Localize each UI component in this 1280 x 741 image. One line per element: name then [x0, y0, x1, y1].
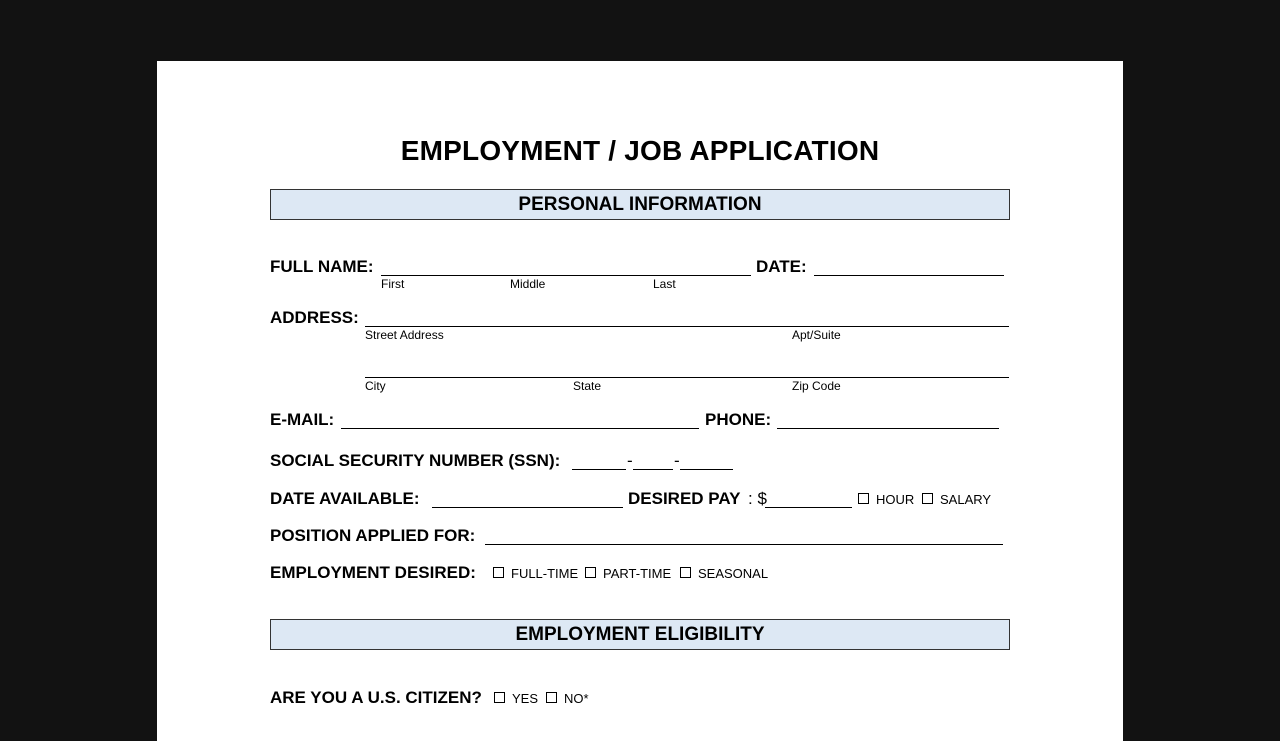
us-citizen-label: ARE YOU A U.S. CITIZEN?: [270, 688, 482, 707]
part-time-checkbox[interactable]: [585, 567, 596, 578]
ssn-field-part3[interactable]: [680, 469, 733, 470]
citizen-yes-checkbox[interactable]: [494, 692, 505, 703]
employment-desired-label: EMPLOYMENT DESIRED:: [270, 563, 476, 582]
hour-option-label: HOUR: [876, 492, 915, 507]
phone-label: PHONE:: [705, 410, 772, 429]
part-time-option-label: PART-TIME: [603, 566, 672, 581]
zip-code-caption: Zip Code: [792, 379, 841, 393]
application-form-page: [157, 61, 1123, 741]
desired-pay-currency: : $: [748, 489, 767, 508]
city-caption: City: [365, 379, 386, 393]
desired-pay-field[interactable]: [765, 507, 852, 508]
email-label: E-MAIL:: [270, 410, 335, 429]
desired-pay-label: DESIRED PAY: [628, 489, 741, 508]
ssn-label: SOCIAL SECURITY NUMBER (SSN):: [270, 451, 561, 470]
date-field[interactable]: [814, 275, 1004, 276]
page-title: EMPLOYMENT / JOB APPLICATION: [400, 135, 880, 166]
hour-checkbox[interactable]: [858, 493, 869, 504]
date-label: DATE:: [756, 257, 807, 276]
full-name-field[interactable]: [381, 275, 751, 276]
citizen-no-checkbox[interactable]: [546, 692, 557, 703]
citizen-no-label: NO*: [564, 691, 589, 706]
date-available-label: DATE AVAILABLE:: [270, 489, 420, 508]
date-available-field[interactable]: [432, 507, 623, 508]
apt-suite-caption: Apt/Suite: [792, 328, 841, 342]
city-state-zip-field[interactable]: [365, 377, 1009, 378]
full-time-checkbox[interactable]: [493, 567, 504, 578]
section-header-personal-information: PERSONAL INFORMATION: [270, 189, 1010, 220]
street-address-caption: Street Address: [365, 328, 444, 342]
full-time-option-label: FULL-TIME: [511, 566, 579, 581]
ssn-field-part2[interactable]: [633, 469, 673, 470]
citizen-yes-label: YES: [512, 691, 539, 706]
address-label: ADDRESS:: [270, 308, 359, 327]
salary-option-label: SALARY: [940, 492, 992, 507]
ssn-separator: -: [627, 451, 633, 470]
section-header-employment-eligibility: EMPLOYMENT ELIGIBILITY: [270, 619, 1010, 650]
email-field[interactable]: [341, 428, 699, 429]
seasonal-checkbox[interactable]: [680, 567, 691, 578]
name-middle-caption: Middle: [510, 277, 546, 291]
position-applied-field[interactable]: [485, 544, 1003, 545]
name-first-caption: First: [381, 277, 405, 291]
phone-field[interactable]: [777, 428, 999, 429]
ssn-separator: -: [674, 451, 680, 470]
state-caption: State: [573, 379, 602, 393]
full-name-label: FULL NAME:: [270, 257, 374, 276]
name-last-caption: Last: [653, 277, 676, 291]
position-applied-label: POSITION APPLIED FOR:: [270, 526, 476, 545]
street-address-field[interactable]: [365, 326, 1009, 327]
salary-checkbox[interactable]: [922, 493, 933, 504]
seasonal-option-label: SEASONAL: [698, 566, 769, 581]
ssn-field-part1[interactable]: [572, 469, 626, 470]
